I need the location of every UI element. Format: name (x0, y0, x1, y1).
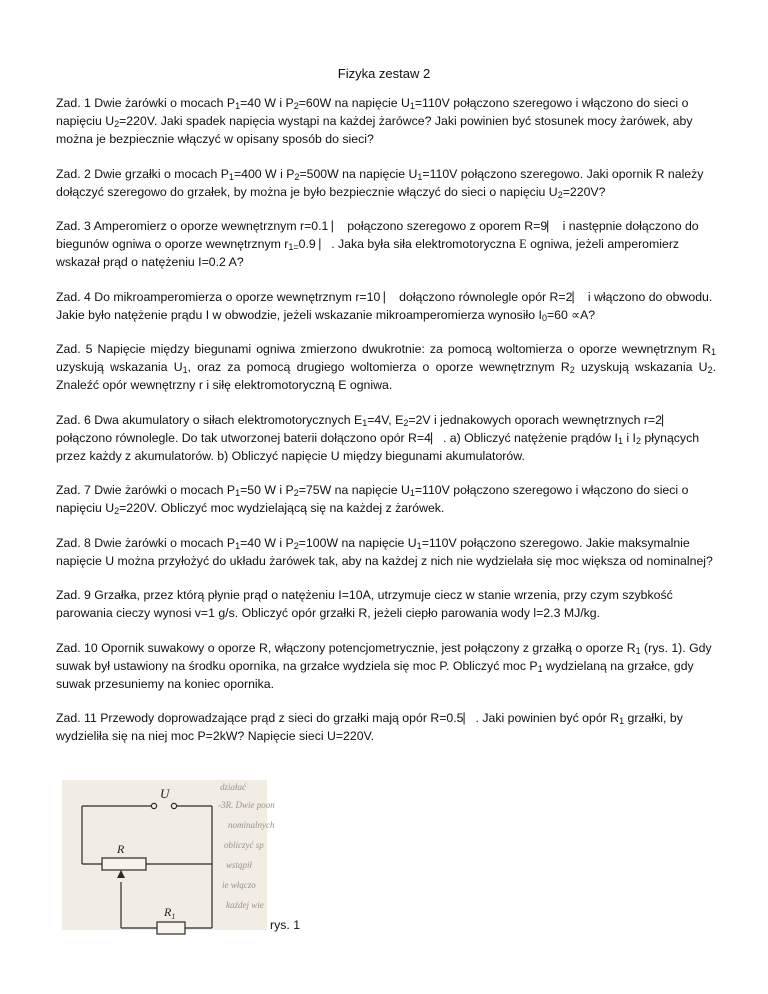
micro-symbol: ∝ (571, 307, 581, 322)
circuit-diagram (62, 780, 275, 930)
problem-4: Zad. 4 Do mikroamperomierza o oporze wewnętrznym r=10 ⎸ dołączono równolegle opór R=2⎸ i włączono do obwodu. Jakie było natężenie prądu I w obwodzie, jeżeli wskazanie mikroamperomierza wynosiło $I_0=60 \propto A$? (56, 289, 713, 323)
label-r1: $R_1$ (164, 905, 176, 921)
label-r: R (117, 842, 125, 856)
svg-text:kaźdej wie: kaźdej wie (226, 900, 264, 910)
ohm-symbol: ⎸ (547, 219, 560, 233)
circuit-figure (62, 780, 275, 930)
heater-resistor (157, 922, 185, 934)
label-u: U (160, 786, 170, 801)
ohm-symbol: ⎸ (383, 289, 396, 304)
problem-9: Zad. 9 Grzałka, przez którą płynie prąd o natężeniu I=10A, utrzymuje ciecz w stanie wrzenia, przy czym szybkość parowania cieczy wynosi v=1 g/s. Obliczyć opór grzałki R, jeżeli ciepło parowania wody l=2.3 MJ/kg. (56, 588, 673, 620)
svg-text:wstąpił: wstąpił (226, 860, 253, 870)
slider-arrow (117, 870, 125, 878)
problem-6: Zad. 6 Dwa akumulatory o siłach elektromotorycznych $E_1=4V$, $E_2=2V$ i jednakowych oporach wewnętrznych r=2⎸ połączono równolegle. Do tak utworzonej baterii dołączono opór R=4⎸. a) Obliczyć natężenie prądów $I_1$ i $I_2$ płynących przez każdy z akumulatorów. b) Obliczyć napięcie U między biegunami akumulatorów. (56, 412, 700, 463)
problem-7: Zad. 7 Dwie żarówki o mocach $P_1=50$ W i $P_2=75W$ na napięcie $U_1=110V$ połączono szeregowo i włączono do sieci o napięciu $U_2=220V$. Obliczyć moc wydzielającą się na każdej z żarówek. (56, 483, 689, 516)
ohm-symbol: ⎸ (331, 219, 344, 233)
ohm-symbol: ⎸ (430, 430, 443, 445)
svg-text:ie włączo: ie włączo (222, 880, 256, 890)
svg-text:działać: działać (220, 782, 246, 792)
problem-8: Zad. 8 Dwie żarówki o mocach $P_1=40$ W i $P_2=100W$ na napięcie $U_1=110V$ połączono szeregowo. Jakie maksymalnie napięcie U można przyłożyć do układu żarówek tak, aby na każdej z nich nie wydzielała się moc większa od nominalnej? (56, 535, 713, 568)
problem-5: Zad. 5 Napięcie między biegunami ogniwa zmierzono dwukrotnie: za pomocą woltomierza o oporze wewnętrznym $R_1$ uzyskują wskazania $U_1$, oraz za pomocą drugiego woltomierza o oporze wewnętrznym $R_2$ uzyskują wskazania $U_2$. Znaleźć opór wewnętrzny r i siłę elektromotoryczną E ogniwa. (56, 342, 716, 392)
svg-text:obliczyć sp: obliczyć sp (224, 840, 264, 850)
problem-3: Zad. 3 Amperomierz o oporze wewnętrznym r=0.1 ⎸ połączono szeregowo z oporem R=9⎸ i następnie dołączono do biegunów ogniwa o oporze wewnętrznym $r_{1=}0.9$ ⎸. Jaka była siła elektromotoryczna E ogniwa, jeżeli amperomierz wskazał prąd o natężeniu I=0.2 A? (56, 219, 699, 269)
problem-10: Zad. 10 Opornik suwakowy o oporze R, włączony potencjometrycznie, jest połączony z grzałką o oporze $R_1$ (rys. 1). Gdy suwak był ustawiony na środku opornika, na grzałce wydziela się moc P. Obliczyć moc $P_1$ wydzielaną na grzałce, gdy suwak przesuniemy na koniec opornika. (56, 640, 712, 691)
problem-1: Zad. 1 Dwie żarówki o mocach $P_1=40$ W i $P_2=60W$ na napięcie $U_1=110V$ połączono szeregowo i włączono do sieci o napięciu $U_2=220V$. Jaki spadek napięcia wystąpi na każdej żarówce? Jaki powinien być stosunek mocy żarówek, aby można je bezpiecznie włączyć w opisany sposób do sieci? (56, 96, 693, 146)
ohm-symbol: ⎸ (319, 237, 332, 251)
figure-caption: rys. 1 (270, 918, 301, 932)
emf-symbol: E (519, 237, 527, 251)
svg-text:nominalnych: nominalnych (228, 820, 275, 830)
document-title: Fizyka zestaw 2 (337, 66, 431, 81)
potentiometer-resistor (102, 858, 146, 870)
problem-list (56, 94, 716, 762)
terminal-right (171, 803, 176, 808)
ohm-symbol: ⎸ (572, 289, 585, 304)
ohm-symbol: ⎸ (661, 412, 674, 427)
problem-11: Zad. 11 Przewody doprowadzające prąd z sieci do grzałki mają opór R=0.5⎸. Jaki powinien być opór $R_1$ grzałki, by wydzieliła się na niej moc P=2kW? Napięcie sieci U=220V. (56, 711, 683, 743)
ohm-symbol: ⎸ (463, 711, 476, 725)
terminal-left (151, 803, 156, 808)
scan-bleed-text (218, 782, 275, 910)
problem-2: Zad. 2 Dwie grzałki o mocach $P_1=400$ W i $P_2=500W$ na napięcie $U_1=110V$ połączono szeregowo. Jaki opornik R należy dołączyć szeregowo do grzałek, by można je było bezpiecznie włączyć do sieci o napięciu $U_2=220V$? (56, 166, 704, 200)
svg-text:-3R. Dwie poon: -3R. Dwie poon (218, 800, 275, 810)
